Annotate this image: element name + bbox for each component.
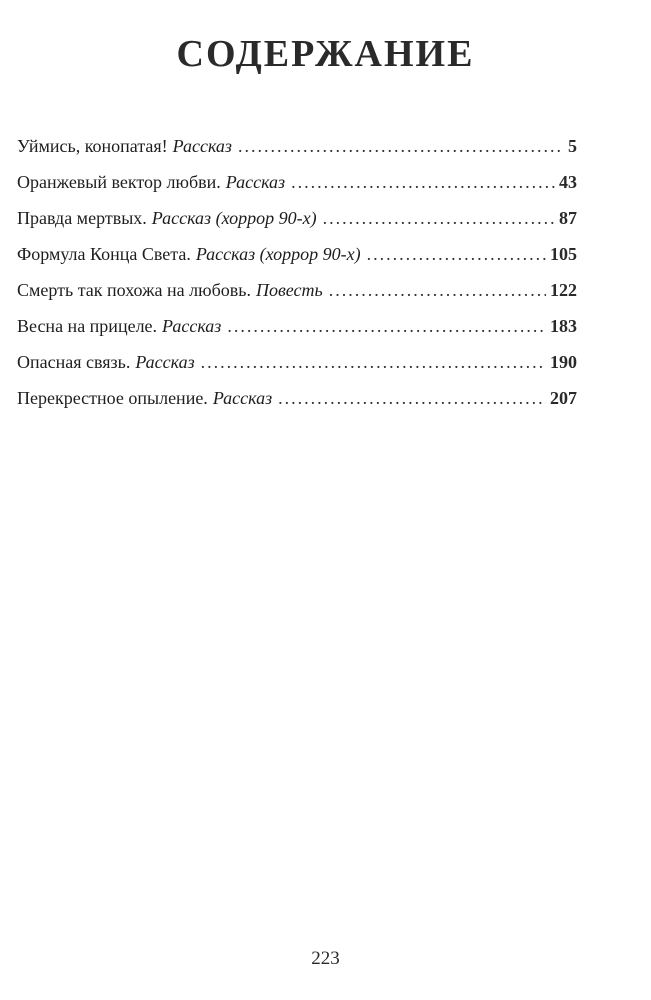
toc-entry-title: Формула Конца Света. bbox=[17, 244, 191, 264]
toc-entry-page: 122 bbox=[550, 280, 577, 300]
toc-entry-page: 87 bbox=[559, 208, 577, 228]
toc-entry-page: 105 bbox=[550, 244, 577, 264]
dot-leader bbox=[323, 200, 555, 236]
toc-entry-title: Уймись, конопатая! bbox=[17, 136, 168, 156]
toc-entry-page: 190 bbox=[550, 352, 577, 372]
toc-entry bbox=[17, 200, 577, 236]
toc-entry-title: Смерть так похожа на любовь. bbox=[17, 280, 251, 300]
toc-entry bbox=[17, 236, 577, 272]
table-of-contents bbox=[17, 128, 577, 416]
toc-entry-title: Правда мертвых. bbox=[17, 208, 147, 228]
toc-entry-genre: Рассказ bbox=[172, 136, 232, 156]
toc-entry-title: Перекрестное опыление. bbox=[17, 388, 208, 408]
dot-leader bbox=[238, 128, 564, 164]
toc-entry-title: Опасная связь. bbox=[17, 352, 131, 372]
toc-entry-page: 207 bbox=[550, 388, 577, 408]
toc-entry-genre: Рассказ bbox=[225, 172, 286, 192]
toc-entry bbox=[17, 344, 577, 380]
dot-leader bbox=[329, 272, 546, 308]
toc-entry bbox=[17, 164, 577, 200]
toc-entry-genre: Рассказ bbox=[162, 316, 222, 336]
dot-leader bbox=[278, 380, 546, 416]
toc-entry-page: 183 bbox=[550, 316, 577, 336]
toc-entry-genre: Рассказ (хоррор 90-х) bbox=[195, 244, 361, 264]
toc-entry-title: Оранжевый вектор любви. bbox=[17, 172, 221, 192]
dot-leader bbox=[367, 236, 546, 272]
dot-leader bbox=[291, 164, 555, 200]
toc-entry bbox=[17, 308, 577, 344]
toc-entry-genre: Повесть bbox=[255, 280, 323, 300]
toc-entry bbox=[17, 272, 577, 308]
dot-leader bbox=[201, 344, 546, 380]
toc-entry-genre: Рассказ bbox=[212, 388, 273, 408]
toc-entry-genre: Рассказ (хоррор 90-х) bbox=[151, 208, 317, 228]
toc-entry-title: Весна на прицеле. bbox=[17, 316, 158, 336]
page-title: СОДЕРЖАНИЕ bbox=[176, 33, 475, 75]
toc-entry bbox=[17, 128, 577, 164]
dot-leader bbox=[227, 308, 546, 344]
page-number: 223 bbox=[311, 948, 340, 969]
toc-entry-page: 5 bbox=[568, 136, 577, 156]
toc-entry bbox=[17, 380, 577, 416]
toc-entry-page: 43 bbox=[559, 172, 577, 192]
toc-entry-genre: Рассказ bbox=[135, 352, 195, 372]
